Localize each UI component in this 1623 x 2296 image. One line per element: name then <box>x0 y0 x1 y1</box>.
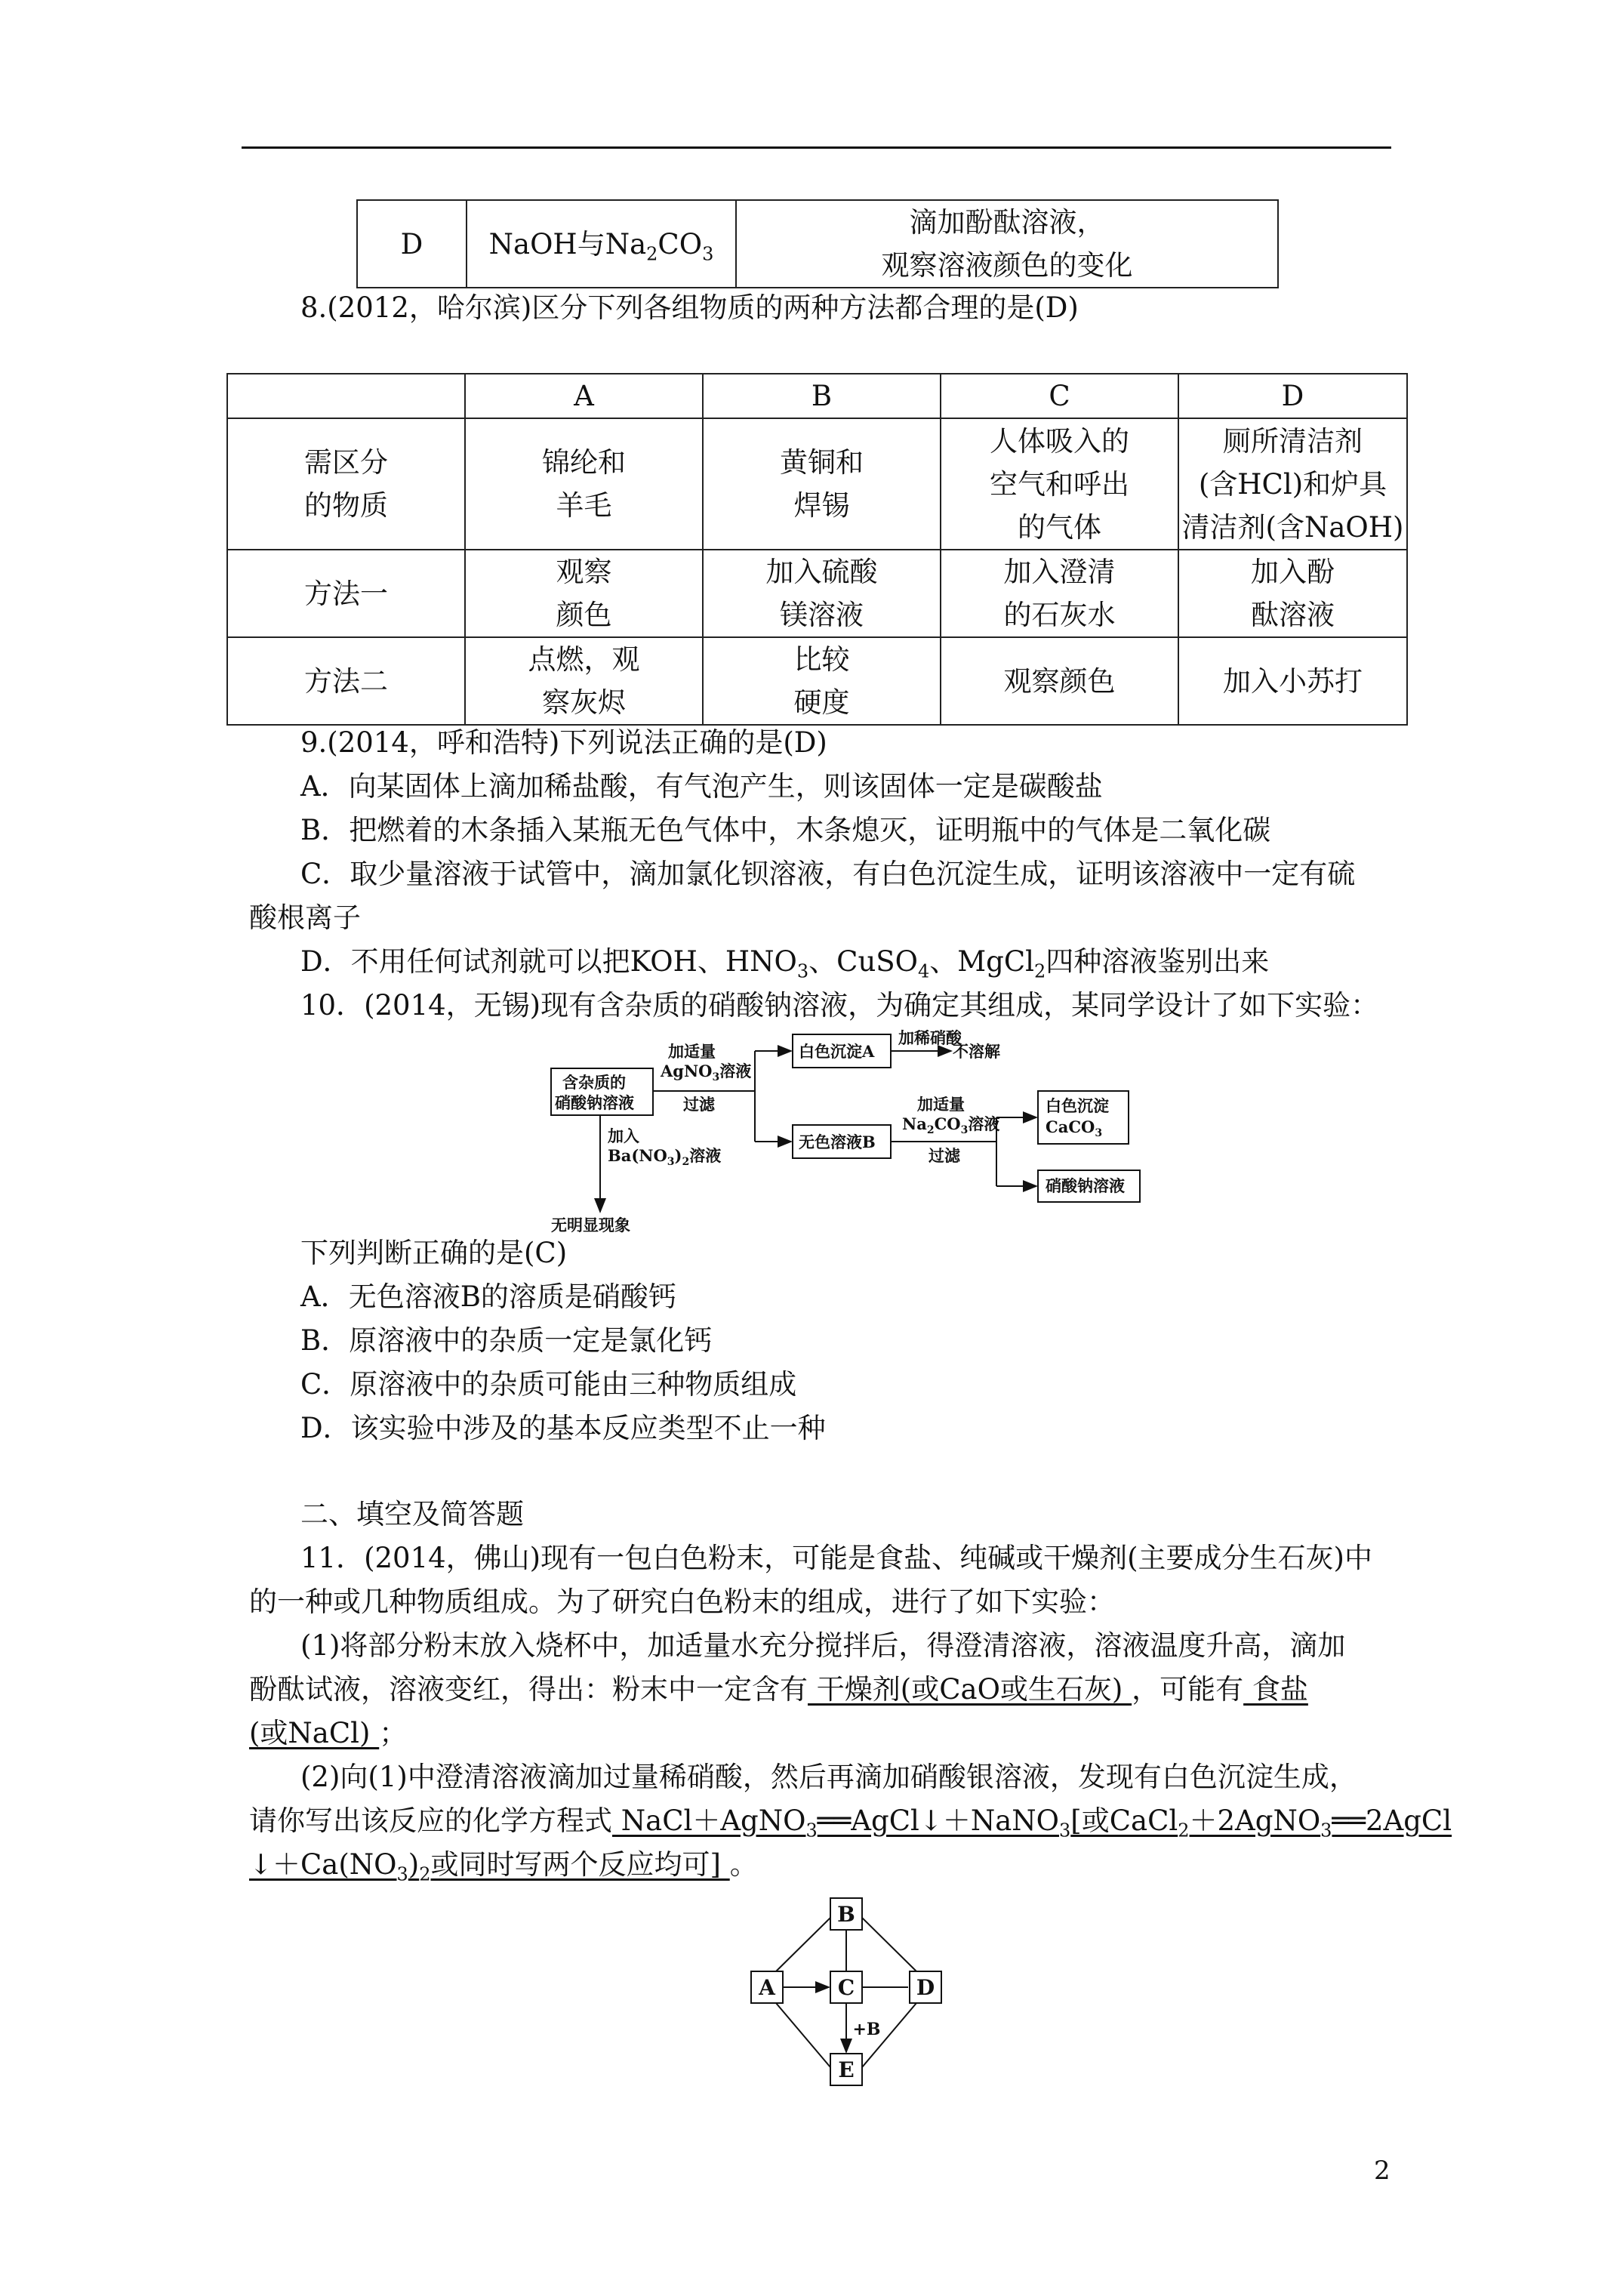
table-cell: 加入硫酸 镁溶液 <box>703 550 941 637</box>
header-rule <box>242 146 1391 149</box>
table-cell: 滴加酚酞溶液， 观察溶液颜色的变化 <box>736 200 1278 288</box>
q11-stem: 11．(2014，佛山)现有一包白色粉末，可能是食盐、纯碱或干燥剂(主要成分生石灰)中 <box>300 1542 1372 1574</box>
q9-stem: 9.(2014，呼和浩特)下列说法正确的是(D) <box>300 726 827 759</box>
section-title: 二、填空及简答题 <box>300 1498 524 1530</box>
flow-text: AgNO$_3$溶液 <box>661 1062 752 1083</box>
table-header <box>227 374 465 418</box>
flow-text: 过滤 <box>683 1095 715 1114</box>
q9-option-b: B．把燃着的木条插入某瓶无色气体中，木条熄灭，证明瓶中的气体是二氧化碳 <box>300 814 1271 846</box>
table-cell: 观察颜色 <box>941 637 1178 725</box>
table-header: C <box>941 374 1178 418</box>
q10-judge: 下列判断正确的是(C) <box>300 1237 568 1269</box>
relation-diagram <box>740 1895 959 2091</box>
node-label: E <box>838 2057 855 2082</box>
table-cell: 人体吸入的 空气和呼出 的气体 <box>941 418 1178 550</box>
table-cell: 黄铜和 焊锡 <box>703 418 941 550</box>
table-row <box>227 550 1407 637</box>
flow-text: 无明显现象 <box>551 1216 630 1234</box>
answer-equation: $↓+Ca(NO_3)_2$或同时写两个反应均可] <box>249 1848 730 1885</box>
page-number: 2 <box>1374 2156 1390 2186</box>
table-row <box>357 200 1278 288</box>
table-cell: 厕所清洁剂 (含HCl)和炉具 清洁剂(含NaOH) <box>1178 418 1407 550</box>
q11-part2-cont: 请你写出该反应的化学方程式 NaCl＋AgNO$_3$══AgCl↓＋NaNO$_3$[或CaCl$_2$＋2AgNO$_3$══2AgCl <box>249 1804 1452 1841</box>
table-cell: 锦纶和 羊毛 <box>465 418 703 550</box>
flow-text: 硝酸钠溶液 <box>555 1093 634 1112</box>
table-cell: 点燃，观 察灰烬 <box>465 637 703 725</box>
flow-text: 加适量 <box>917 1095 965 1114</box>
q10-flowchart <box>528 1027 1155 1238</box>
q11-part2: (2)向(1)中澄清溶液滴加过量稀硝酸，然后再滴加硝酸银溶液，发现有白色沉淀生成， <box>300 1761 1357 1793</box>
flow-text: 加适量 <box>668 1042 716 1061</box>
table-row <box>227 637 1407 725</box>
table-header: D <box>1178 374 1407 418</box>
q11-part2-cont2: $↓+Ca(NO_3)_2$或同时写两个反应均可] 。 <box>249 1848 758 1885</box>
flow-text: 含杂质的 <box>562 1073 626 1092</box>
q11-part1-cont2: (或NaCl) ； <box>249 1717 408 1749</box>
q9-option-c: C．取少量溶液于试管中，滴加氯化钡溶液，有白色沉淀生成，证明该溶液中一定有硫 <box>300 858 1356 890</box>
table-header: A <box>465 374 703 418</box>
table-row <box>227 374 1407 418</box>
table-cell: 加入澄清 的石灰水 <box>941 550 1178 637</box>
q11-stem-cont: 的一种或几种物质组成。为了研究白色粉末的组成，进行了如下实验： <box>249 1586 1115 1618</box>
arrow-label: +B <box>852 2020 881 2039</box>
table-cell: NaOH与$Na_2CO_3$ <box>467 200 736 288</box>
q10-option-a: A．无色溶液B的溶质是硝酸钙 <box>300 1281 676 1313</box>
node-label: C <box>837 1975 855 2000</box>
table-row <box>227 418 1407 550</box>
table-cell: 加入小苏打 <box>1178 637 1407 725</box>
flow-text: 白色沉淀A <box>799 1042 875 1061</box>
q11-part1-cont: 酚酞试液，溶液变红，得出：粉末中一定含有 干燥剂(或CaO或生石灰) ，可能有 食盐 <box>249 1673 1308 1706</box>
flow-text: CaCO$_3$ <box>1046 1117 1103 1139</box>
node-label: D <box>916 1975 935 2000</box>
table-cell: 加入酚 酞溶液 <box>1178 550 1407 637</box>
table-cell: D <box>357 200 467 288</box>
q9-option-a: A．向某固体上滴加稀盐酸，有气泡产生，则该固体一定是碳酸盐 <box>300 770 1103 803</box>
q10-option-c: C．原溶液中的杂质可能由三种物质组成 <box>300 1368 797 1401</box>
q11-part1: (1)将部分粉末放入烧杯中，加适量水充分搅拌后，得澄清溶液，溶液温度升高，滴加 <box>300 1629 1346 1662</box>
q8-table <box>226 373 1408 726</box>
flow-text: 不溶解 <box>953 1042 1000 1061</box>
answer-blank: 干燥剂(或CaO或生石灰) <box>808 1673 1132 1706</box>
flow-text: 加入 <box>608 1126 639 1145</box>
table-cell: 比较 硬度 <box>703 637 941 725</box>
table-cell: 观察 颜色 <box>465 550 703 637</box>
q10-option-d: D．该实验中涉及的基本反应类型不止一种 <box>300 1412 826 1444</box>
table-cell: 方法一 <box>227 550 465 637</box>
q10-stem: 10．(2014，无锡)现有含杂质的硝酸钠溶液，为确定其组成，某同学设计了如下实验： <box>300 989 1379 1022</box>
flow-text: 硝酸钠溶液 <box>1046 1176 1125 1195</box>
answer-equation: NaCl＋AgNO$_3$══AgCl↓＋NaNO$_3$[或CaCl$_2$＋2AgNO$_3$══2AgCl <box>612 1804 1452 1841</box>
flow-text: 加稀硝酸 <box>898 1028 962 1047</box>
answer-blank: (或NaCl) <box>249 1717 380 1749</box>
answer-blank: 食盐 <box>1243 1673 1308 1706</box>
flow-text: 无色溶液B <box>799 1133 876 1151</box>
flow-text: 白色沉淀 <box>1046 1096 1109 1115</box>
node-label: A <box>759 1975 775 2000</box>
q8-stem: 8.(2012，哈尔滨)区分下列各组物质的两种方法都合理的是(D) <box>300 291 1079 324</box>
node-label: B <box>837 1902 855 1927</box>
top-table <box>356 199 1279 288</box>
flow-text: $Na_2CO_3$溶液 <box>902 1114 1000 1136</box>
table-header: B <box>703 374 941 418</box>
flow-text: $Ba(NO_3)_2$溶液 <box>608 1146 722 1168</box>
flow-text: 过滤 <box>929 1146 960 1165</box>
table-cell: 需区分 的物质 <box>227 418 465 550</box>
q9-option-c-cont: 酸根离子 <box>249 901 361 934</box>
table-cell: 方法二 <box>227 637 465 725</box>
q10-option-b: B．原溶液中的杂质一定是氯化钙 <box>300 1324 713 1357</box>
q9-option-d: D．不用任何试剂就可以把KOH、$HNO_3$、CuSO$_4$、MgCl$_2$四种溶液鉴别出来 <box>300 945 1270 982</box>
